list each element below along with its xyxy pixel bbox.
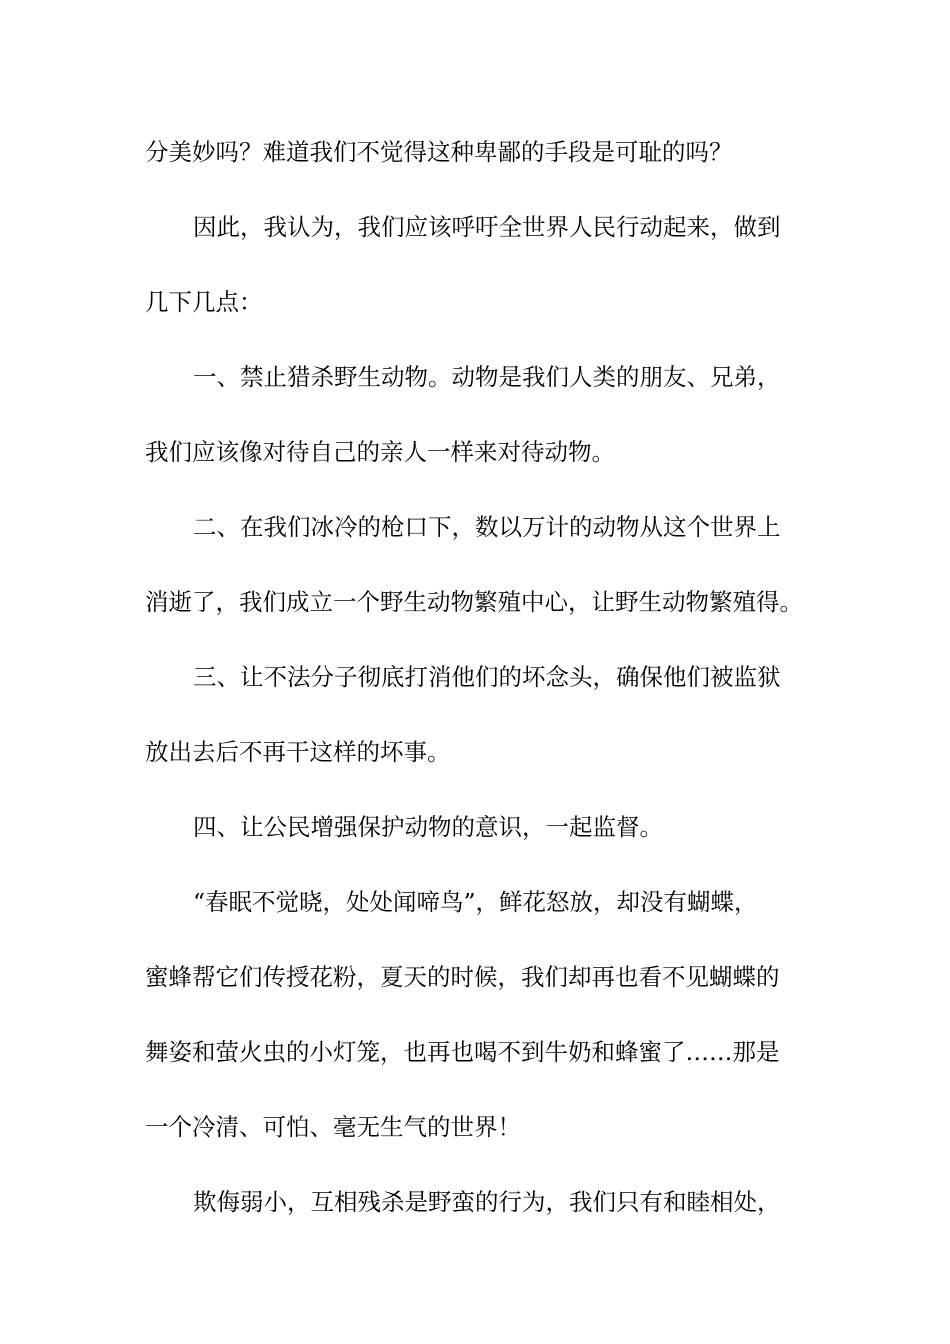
text-line: 消逝了，我们成立一个野生动物繁殖中心，让野生动物繁殖得。 <box>145 588 803 616</box>
text-line: 一个冷清、可怕、毫无生气的世界！ <box>145 1113 521 1141</box>
paragraph-start-line: 一、禁止猎杀野生动物。动物是我们人类的朋友、兄弟， <box>193 363 781 391</box>
paragraph-start-line: 欺侮弱小，互相残杀是野蛮的行为，我们只有和睦相处， <box>193 1188 781 1216</box>
paragraph-start-line: 二、在我们冰冷的枪口下，数以万计的动物从这个世界上 <box>193 513 781 541</box>
paragraph-start-line: 四、让公民增强保护动物的意识，一起监督。 <box>193 813 663 841</box>
paragraph-start-line: 三、让不法分子彻底打消他们的坏念头，确保他们被监狱 <box>193 663 781 691</box>
text-line: 舞姿和萤火虫的小灯笼，也再也喝不到牛奶和蜂蜜了……那是 <box>145 1038 780 1066</box>
paragraph-start-line: 因此，我认为，我们应该呼吁全世界人民行动起来，做到 <box>193 213 781 241</box>
text-line: 放出去后不再干这样的坏事。 <box>145 738 451 766</box>
text-line: 蜜蜂帮它们传授花粉，夏天的时候，我们却再也看不见蝴蝶的 <box>145 963 780 991</box>
paragraph-start-line: “春眠不觉晓，处处闻啼鸟”，鲜花怒放，却没有蝴蝶， <box>193 888 758 916</box>
text-line: 分美妙吗？难道我们不觉得这种卑鄙的手段是可耻的吗？ <box>145 138 733 166</box>
text-line: 我们应该像对待自己的亲人一样来对待动物。 <box>145 438 615 466</box>
text-line: 几下几点： <box>145 288 263 316</box>
